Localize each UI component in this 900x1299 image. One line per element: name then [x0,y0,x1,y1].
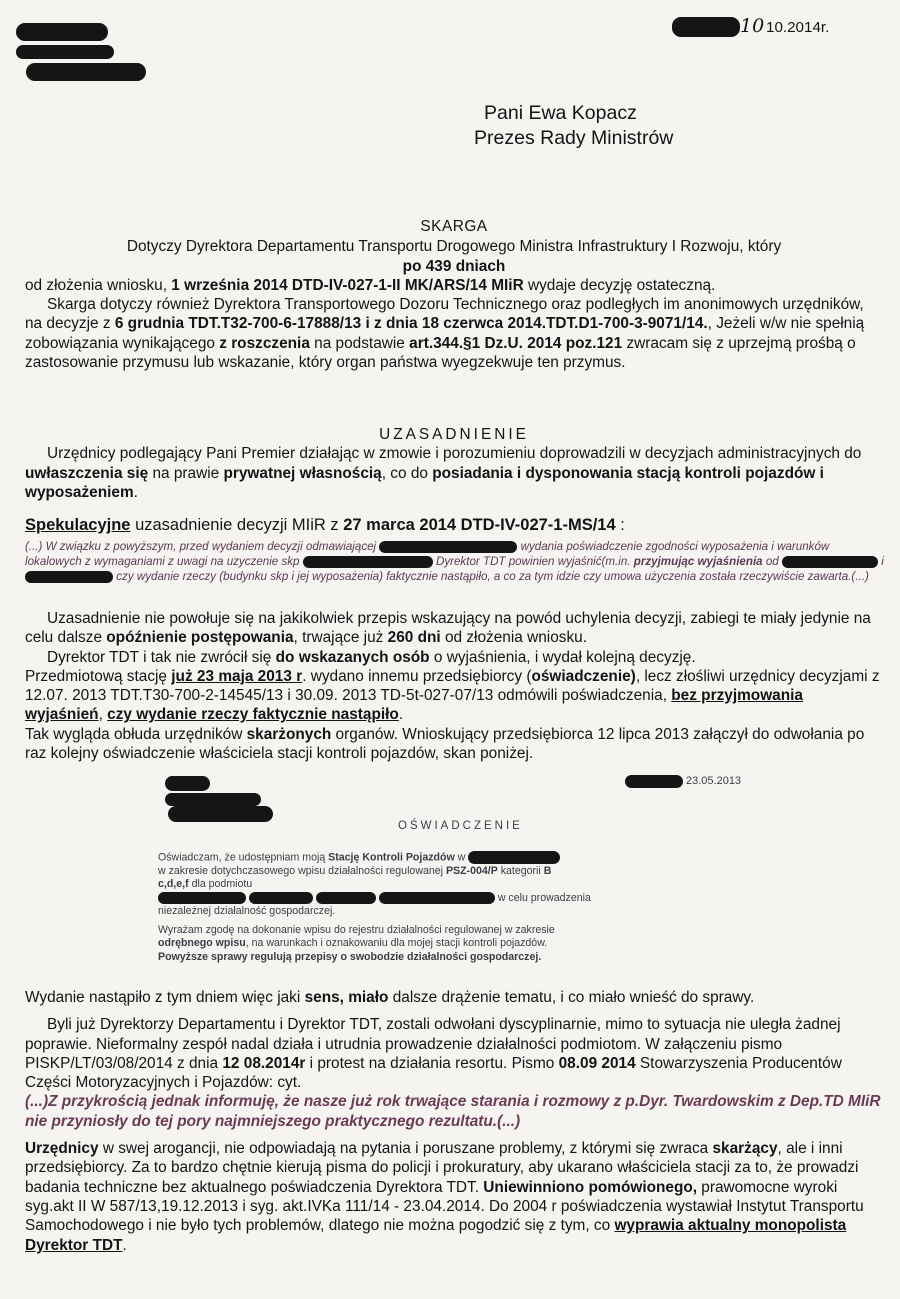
bold-span: 260 dni [387,629,441,647]
text-span: czy wydanie rzeczy (budynku skp i jej wyposażenia) faktycznie nastąpiło, a co za tym idzie czy umowa użyczenia została rzeczywiście zawarta.(...) [113,569,869,583]
redacted-inline [782,556,878,568]
redacted-declarant-line-1 [165,776,210,791]
redacted-declarant-line-2 [165,793,261,806]
text-span: , ale i inni przedsiębiorcy. Za to bardzo chętnie kierują pisma do policji i prokuratury, aby ukarano właściciela stacji za to, że prowadzi badania techniczne bez aktualnego poświadczenia Dyrektora TDT. [25,1140,859,1196]
bold-span: z roszczenia [219,334,310,352]
justification-paragraph-2 [25,609,883,648]
text-span: organów. Wnioskujący przedsiębiorca 12 lipca 2013 załączył do odwołania po raz kolejny oświadczenie właściciela stacji kontroli pojazdów, skan poniżej. [25,725,865,763]
recipient-name: Pani Ewa Kopacz [484,102,637,124]
decision-quote [25,540,885,584]
text-span: Stowarzyszenia Producentów Części Motoryzacyjnych i Pojazdów: cyt. [25,1054,842,1092]
conclusion-section [25,988,883,1255]
bold-span: 12 08.2014r [222,1054,306,1072]
text-span: . [398,706,404,724]
bold-span: PSZ-004/P [445,864,498,877]
text-span: Tak wygląda obłuda urzędników [25,725,247,743]
text-span: kategorii [497,864,544,877]
justification-title: UZASADNIENIE [379,426,529,443]
text-span: Dyrektor TDT powinien wyjaśnić(m.in. [432,554,634,568]
bold-span: odrębnego wpisu [158,937,246,950]
recipient-title: Prezes Rady Ministrów [474,127,674,149]
redacted-sender-line-2 [16,45,114,59]
association-citation: (...)Z przykrością jednak informuję, że nasze już rok trwające starania i rozmowy z p.Dyr. Twardowskim z Dep.TD MIiR nie przyniosły do tej pory najmniejszego praktycznego rezultatu.(...) [25,1093,881,1130]
declaration-line-5: niezależnej działalność gospodarczej. [158,905,336,918]
text-span: . [122,1236,127,1254]
text-span: , [98,706,108,724]
text-span: Urzędnicy podlegający Pani Premier działając w zmowie i porozumieniu doprowadzili w decyzjach administracyjnych do [47,445,862,463]
justification-paragraph-3 [25,648,883,667]
declaration-date: 23.05.2013 [686,775,742,787]
text-span: w zakresie dotychczasowego wpisu działalności regulowanej [158,864,446,877]
bold-underlined-span: czy wydanie rzeczy faktycznie nastąpiło [107,706,399,724]
bold-span: prywatnej własnością [223,464,382,482]
justification-section [25,425,883,502]
text-span: . [133,483,138,501]
decision-date-number: 1 września 2014 DTD-IV-027-1-II MK/ARS/14 MIiR [171,276,524,294]
text-span: zwracam się z uprzejmą prośbą o zastosowanie przymusu lub wskazanie, który organ państwa wyegzekwuje ten przymus. [25,334,856,372]
redacted-inline [379,541,517,553]
text-span: Wydanie nastąpiło z tym dniem więc jaki [25,989,305,1006]
bold-span: uwłaszczenia się [25,464,149,482]
redacted-sender-line-3 [26,63,146,81]
speculative-line [25,516,625,535]
bold-span: opóźnienie postępowania [106,629,294,647]
complaint-line-3 [25,276,883,295]
text-span: na prawie [148,464,224,482]
bold-span: oświadczenie) [531,667,636,685]
text-span: w celu prowadzenia [497,891,591,904]
legal-reference: art.344.§1 Dz.U. 2014 poz.121 [409,334,623,352]
text-span: , trwające już [293,629,388,647]
complaint-line-3a: od złożenia wniosku, [25,276,172,294]
text-span: : [615,516,625,534]
justification-paragraph-5 [25,725,883,764]
bold-span: Urzędnicy [25,1140,99,1158]
conclusion-paragraph-3 [25,1139,883,1255]
date-handwritten: 10 [740,15,765,37]
redacted-declarant-line-3 [168,806,273,822]
text-span: od [762,554,782,568]
justification-body [25,609,883,763]
text-span: i [877,554,884,568]
bold-span: c,d,e,f [158,878,189,891]
text-span: Skarga dotyczy również Dyrektora Transportowego Dozoru Technicznego oraz podległych im anonimowych urzędników, na decyzje z [25,296,864,333]
text-span: dla podmiotu [188,878,253,891]
bold-span: skarżonych [246,725,332,743]
text-span: uzasadnienie decyzji MIiR z [130,516,344,534]
bold-span: posiadania i dysponowania stacją kontroli pojazdów i wyposażeniem [25,464,824,501]
bold-span: do wskazanych osób [275,648,430,666]
text-span: od złożenia wniosku. [440,629,587,647]
conclusion-paragraph-1 [25,988,883,1007]
text-span: Dyrektor TDT i tak nie zwrócił się [47,648,276,666]
redacted-inline [468,851,560,864]
bold-underlined-span: bez przyjmowania wyjaśnień [25,687,803,724]
text-span: . wydano innemu przedsiębiorcy ( [302,667,532,685]
declaration-title: OŚWIADCZENIE [398,820,523,832]
text-span: , na warunkach i oznakowaniu dla mojej stacji kontroli pojazdów. [245,937,548,950]
text-span: wydania poświadczenie zgodności wyposażenia i warunków lokalowych z wymaganiami z uwagi na uzyczenie skp [25,540,830,568]
text-span: (...) W związku z powyższym, przed wydaniem decyzji odmawiającej [25,540,380,553]
bold-underlined-span: wyprawia aktualny monopolista Dyrektor TDT [25,1217,847,1254]
bold-span: Uniewinniono pomówionego, [483,1178,698,1196]
redacted-date-place [672,17,740,37]
text-span: na podstawie [309,334,410,352]
complaint-line-2: po 439 dniach [402,257,506,275]
bold-span: skarżący [712,1140,778,1158]
text-span: o wyjaśnienia, i wydał kolejną decyzję. [429,648,696,666]
text-span: Przedmiotową stację [25,667,172,685]
speculative-label: Spekulacyjne [25,516,131,534]
bold-span: B [543,864,552,877]
complaint-line-1: Dotyczy Dyrektora Departamentu Transportu Drogowego Ministra Infrastruktury I Rozwoju, który [126,238,782,256]
conclusion-paragraph-2 [25,1015,883,1092]
declaration-body [158,851,718,964]
redacted-inline [379,892,495,904]
redacted-inline [303,556,433,568]
declaration-line-8: Powyższe sprawy regulują przepisy o swobodzie działalności gospodarczej. [158,950,542,963]
bold-span: 08.09 2014 [558,1054,636,1072]
decision-references: 6 grudnia TDT.T32-700-6-17888/13 i z dnia 18 czerwca 2014.TDT.D1-700-3-9071/14. [114,315,708,333]
text-span: , Jeżeli w/w nie spełnią zobowiązania wynikającego [25,315,865,352]
text-span: , lecz złośliwi urzędnicy decyzjami z 12.07. 2013 TDT.T30-700-2-14545/13 i 30.09. 2013 TD-5t-027-07/13 odmówili poświadczenia, [25,667,880,705]
text-span: Byli już Dyrektorzy Departamentu i Dyrektor TDT, zostali odwołani dyscyplinarnie, mimo to sytuacja nie uległa żadnej poprawie. Nieformalny zespół nadal działa i utrudnia prowadzenie działalności podmiotom. W załączeniu pismo PISKP/LT/03/08/2014 z dnia [25,1016,841,1072]
text-span: Oświadczam, że udostępniam moją [158,851,329,864]
justification-paragraph-4 [25,667,883,725]
bold-span: przyjmując wyjaśnienia [633,554,763,568]
complaint-title: SKARGA [420,218,488,235]
bold-span: już 23 maja 2013 r [171,667,303,685]
declaration-line-6: Wyrażam zgodę na dokonanie wpisu do rejestru działalności regulowanej w zakresie [158,923,555,936]
text-span: i protest na działania resortu. Pismo [305,1054,559,1072]
text-span: , co do [381,464,433,482]
justification-paragraph-1 [25,444,883,502]
redacted-inline [316,892,376,904]
complaint-line-3c: wydaje decyzję ostateczną. [523,276,716,294]
text-span: dalsze drążenie tematu, i co miało wnieść do sprawy. [388,989,755,1006]
redacted-inline [158,892,246,904]
document-date: 10.2014r. [766,19,830,36]
redacted-inline [25,571,113,583]
complaint-paragraph-2 [25,295,883,372]
redacted-declaration-place [625,775,683,788]
text-span: prawomocne wyroki syg.akt II W 587/13,19.12.2013 i syg. akt.IVKa 111/14 - 23.04.2014. Do 2004 r poświadczenia wystawiał Instytut Transportu Samochodowego i nie było tych problemów, dlatego nie można pogodzić się z tym, co [25,1178,864,1235]
decision-reference: 27 marca 2014 DTD-IV-027-1-MS/14 [343,516,616,534]
text-span: w swej arogancji, nie odpowiadają na pytania i poruszane problemy, z którymi się zwraca [98,1140,713,1158]
bold-span: Stację Kontroli Pojazdów [328,851,455,864]
redacted-sender-line-1 [16,23,108,41]
redacted-inline [249,892,313,904]
complaint-section [25,217,883,372]
text-span: Uzasadnienie nie powołuje się na jakikolwiek przepis wskazujący na powód uchylenia decyzji, zabiegi te miały jedynie na celu dalsze [25,610,871,647]
bold-span: sens, miało [304,989,389,1006]
text-span: w [454,851,466,864]
